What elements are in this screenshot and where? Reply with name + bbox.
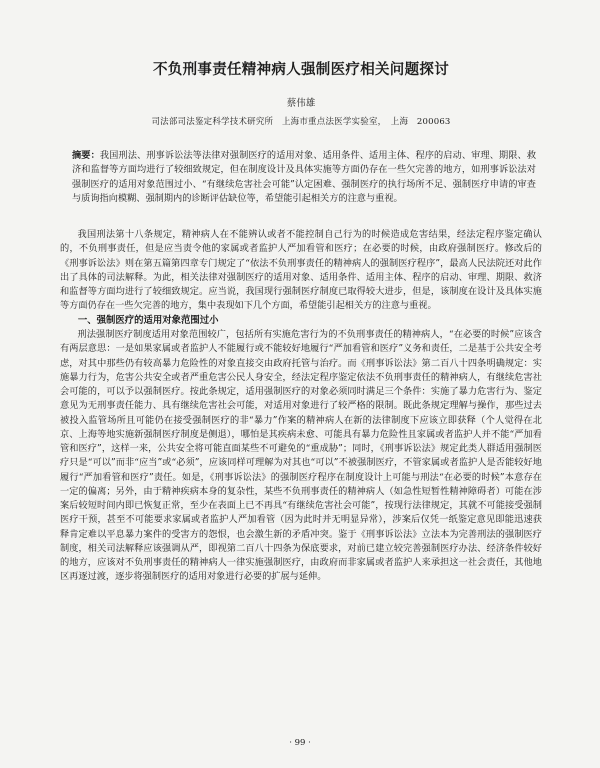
article-body <box>60 228 542 585</box>
abstract-label: 摘要： <box>72 150 100 161</box>
section-heading-1: 一、强制医疗的适用对象范围过小 <box>77 314 219 326</box>
article-title: 不负刑事责任精神病人强制医疗相关问题探讨 <box>153 61 449 78</box>
author-affiliation: 司法部司法鉴定科学技术研究所 上海市重点法医学实验室， 上海 200063 <box>151 117 451 127</box>
abstract <box>72 149 536 206</box>
page-number: · 99 · <box>289 738 311 748</box>
abstract-text: 我国刑法、刑事诉讼法等法律对强制医疗的适用对象、适用条件、适用主体、程序的启动、审理、期限、救济和监督等方面均进行了较细致规定，但在制度设计及具体实施等方面仍存在一些欠完善的地方，如刑事诉讼法对强制医疗的适用对象范围过小、“有继续危害社会可能”认定困难、强制医疗的执行场所不足、强制医疗申请的审查与质询指向模糊、强制期内的诊断评估缺位等，希望能引起相关方的注意与重视。 <box>72 150 537 204</box>
section-1-paragraph: 刑法强制医疗制度适用对象范围较广，包括所有实施危害行为的不负刑事责任的精神病人，“在必要的时候”应该含有两层意思：一是如果家属或者监护人不能履行或不能较好地履行“严加看管和医疗”义务和责任，二是基于公共安全考虑，对其中那些仍有较高暴力危险性的对象直接交由政府托管与治疗。而《刑事诉讼法》第二百八十四条明确规定：实施暴力行为，危害公共安全或者严重危害公民人身安全，经法定程序鉴定依法不负刑事责任的精神病人，有继续危害社会可能的，可以予以强制医疗。按此条规定，适用强制医疗的对象必须同时满足三个条件：实施了暴力危害行为、鉴定意见为无刑事责任能力、具有继续危害社会可能，对适用对象进行了较严格的限制。既此条规定理解与操作，那些过去被投入监管场所且可能仍在接受强制医疗的非“暴力”作案的精神病人在新的法律制度下应该立即获释（个人觉得在北京、上海等地实施新强制医疗制度是侧退），哪怕是其疾病未愈、可能具有暴力危险性且家属或者监护人并不能“严加看管和医疗”，这样一来，公共安全将可能直面某些不可避免的“重成胁”；同时，《刑事诉讼法》规定此类人群适用强制医疗只是“可以”而非“应当”或“必须”，应该同样可理解为对其也“可以”不被强制医疗，不管家属或者监护人是否能较好地履行“严加看管和医疗”责任。如是，《刑事诉讼法》的强制医疗程序在制度设计上可能与刑法“在必要的时候”本意存在一定的偏离；另外，由于精神疾病本身的复杂性，某些不负刑事责任的精神病人（如急性短暂性精神障碍者）可能在涉案后较短时间内即已恢复正常，至少在表面上已不再具“有继续危害社会可能”，按现行法律规定，其就不可能接受强制医疗干预，甚至不可能要求家属或者监护人严加看管（因为此时并无明显异常），涉案后仅凭一纸鉴定意见即能迅速获释肯定难以平息暴力案件的受害方的怨恨，也会激生新的矛盾冲突。鉴于《刑事诉讼法》立法本为完善刑法的强制医疗制度，相关司法解释应该强调从严，即视第二百八十四条为保底要求，对前已建立较完善强制医疗办法、经济条件较好的地方，应该对不负刑事责任的精神病人一律实施强制医疗，由政府而非家属或者监护人来承担这一社会责任，其他地区再逐过渡，逐步将强制医疗的适用对象进行必要的扩展与延伸。 <box>60 329 542 583</box>
author-name: 蔡伟雄 <box>286 98 316 109</box>
intro-paragraph: 我国刑法第十八条规定，精神病人在不能辨认或者不能控制自己行为的时候造成危害结果，经法定程序鉴定确认的，不负刑事责任，但是应当责令他的家属或者监护人严加看管和医疗；在必要的时候，由政府强制医疗。修改后的《刑事诉讼法》则在第五篇第四章专门规定了“依法不负刑事责任的精神病人的强制医疗程序”，最高人民法院还对此作出了具体的司法解释。为此，相关法律对强制医疗的适用对象、适用条件、适用主体、程序的启动、审理、期限、救济和监督等方面均进行了较细致规定。应当说，我国现行强制医疗制度已取得较大进步，但是，该制度在设计及具体实施等方面仍存在一些欠完善的地方，集中表现如下几个方面，希望能引起相关方的注意与重视。 <box>60 229 542 312</box>
